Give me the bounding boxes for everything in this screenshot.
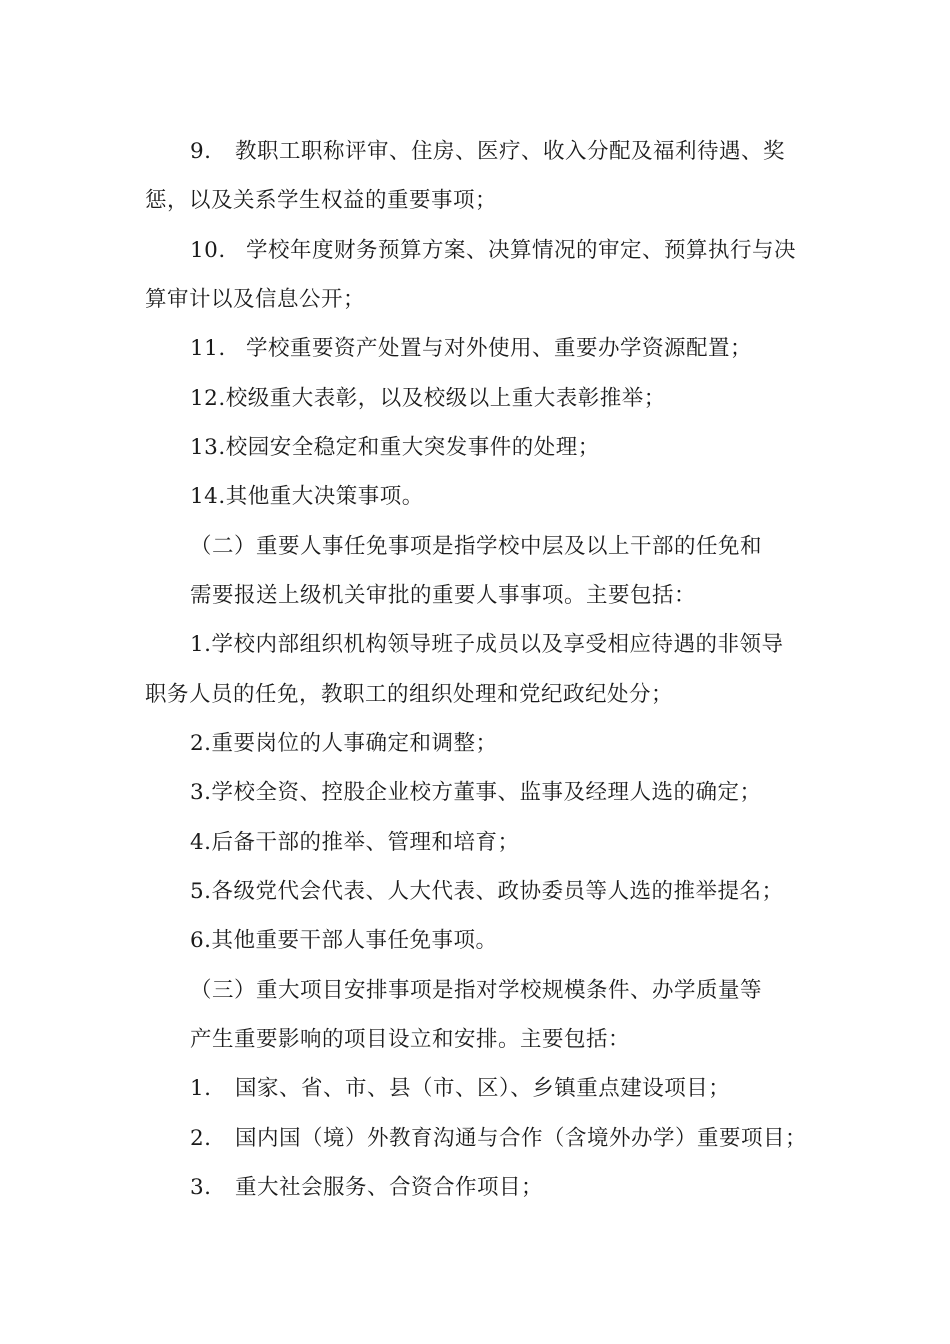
list-item-14: 14.其他重大决策事项。 <box>190 484 424 509</box>
list-item-5: 5.各级党代会代表、人大代表、政协委员等人选的推举提名； <box>190 879 784 904</box>
list-item-11 <box>190 334 752 364</box>
item-text: 重大社会服务、合资合作项目； <box>235 1175 544 1200</box>
paragraph-line: 需要报送上级机关审批的重要人事事项。主要包括： <box>190 583 697 608</box>
paragraph-line: 产生重要影响的项目设立和安排。主要包括： <box>190 1027 631 1052</box>
list-item-3: 3.学校全资、控股企业校方董事、监事及经理人选的确定； <box>190 780 762 805</box>
list-item-1 <box>190 1074 730 1104</box>
item-number: 11. <box>190 336 226 361</box>
paragraph-line: 算审计以及信息公开； <box>145 287 366 312</box>
item-text: 国家、省、市、县（市、区）、乡镇重点建设项目； <box>235 1076 731 1101</box>
item-text: 学校年度财务预算方案、决算情况的审定、预算执行与决 <box>246 238 797 263</box>
list-item-1: 1.学校内部组织机构领导班子成员以及享受相应待遇的非领导 <box>190 632 784 657</box>
list-item-2 <box>190 1124 807 1154</box>
paragraph-line: 惩，以及关系学生权益的重要事项； <box>145 188 498 213</box>
list-item-3 <box>190 1173 543 1203</box>
list-item-4: 4.后备干部的推举、管理和培育； <box>190 830 520 855</box>
list-item-13: 13.校园安全稳定和重大突发事件的处理； <box>190 435 600 460</box>
list-item-9 <box>190 137 785 167</box>
item-number: 10. <box>190 238 226 263</box>
list-item-12: 12.校级重大表彰，以及校级以上重大表彰推举； <box>190 386 666 411</box>
item-number: 9. <box>190 139 212 164</box>
section-heading-2: （二）重要人事任免事项是指学校中层及以上干部的任免和 <box>190 534 763 559</box>
item-text: 国内国（境）外教育沟通与合作（含境外办学）重要项目； <box>235 1126 808 1151</box>
list-item-10 <box>190 236 796 266</box>
list-item-6: 6.其他重要干部人事任免事项。 <box>190 928 498 953</box>
item-number: 3. <box>190 1175 212 1200</box>
section-heading-3: （三）重大项目安排事项是指对学校规模条件、办学质量等 <box>190 978 763 1003</box>
paragraph-line: 职务人员的任免，教职工的组织处理和党纪政纪处分； <box>145 682 674 707</box>
item-text: 学校重要资产处置与对外使用、重要办学资源配置； <box>246 336 753 361</box>
item-number: 1. <box>190 1076 212 1101</box>
list-item-2: 2.重要岗位的人事确定和调整； <box>190 731 498 756</box>
item-text: 教职工职称评审、住房、医疗、收入分配及福利待遇、奖 <box>235 139 786 164</box>
item-number: 2. <box>190 1126 212 1151</box>
